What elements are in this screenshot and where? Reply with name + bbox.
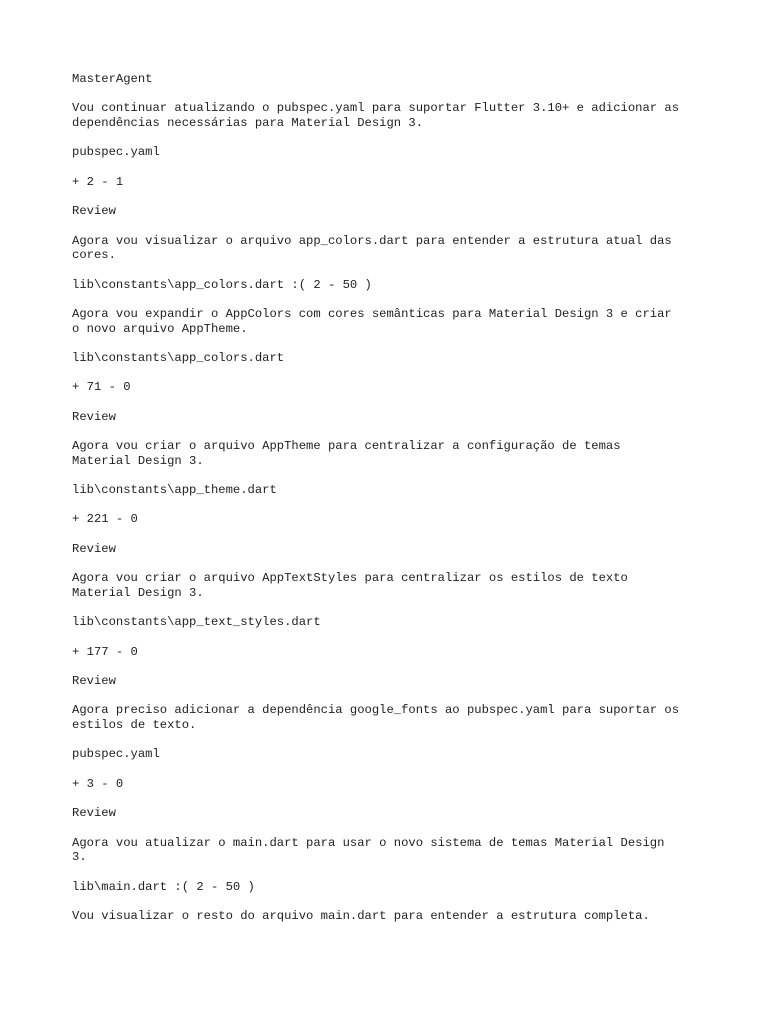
text-line: Material Design 3. [72, 453, 204, 468]
text-line: Agora preciso adicionar a dependência google_fonts ao pubspec.yaml para suportar os [72, 703, 680, 718]
text-line: Agora vou atualizar o main.dart para usar o novo sistema de temas Material Design [72, 835, 665, 850]
text-line: lib\constants\app_colors.dart [72, 350, 285, 365]
text-line: cores. [72, 248, 116, 263]
text-line: lib\constants\app_text_styles.dart [72, 615, 321, 630]
text-line: Material Design 3. [72, 585, 204, 600]
text-line: Review [72, 204, 116, 219]
text-line: + 221 - 0 [72, 512, 138, 527]
text-line: lib\constants\app_theme.dart [72, 483, 277, 498]
message-paragraph [72, 571, 702, 600]
diff-summary [72, 380, 702, 395]
file-path-label[interactable] [72, 351, 702, 366]
file-path-label[interactable] [72, 278, 702, 293]
message-paragraph [72, 307, 702, 336]
message-paragraph [72, 234, 702, 263]
message-paragraph [72, 703, 702, 732]
text-line: Review [72, 409, 116, 424]
review-link[interactable] [72, 204, 702, 219]
text-line: + 2 - 1 [72, 174, 124, 189]
review-link[interactable] [72, 806, 702, 821]
text-line: + 71 - 0 [72, 380, 131, 395]
review-link[interactable] [72, 542, 702, 557]
text-line: + 177 - 0 [72, 644, 138, 659]
text-line: Review [72, 806, 116, 821]
text-line: Agora vou expandir o AppColors com cores semânticas para Material Design 3 e criar [72, 306, 672, 321]
text-line: Agora vou visualizar o arquivo app_colors.dart para entender a estrutura atual das [72, 233, 672, 248]
text-line: estilos de texto. [72, 717, 197, 732]
text-line: + 3 - 0 [72, 776, 124, 791]
review-link[interactable] [72, 410, 702, 425]
diff-summary [72, 175, 702, 190]
text-line: Review [72, 541, 116, 556]
diff-summary [72, 645, 702, 660]
diff-summary [72, 512, 702, 527]
text-line: Agora vou criar o arquivo AppTextStyles para centralizar os estilos de texto [72, 571, 628, 586]
text-line: Vou visualizar o resto do arquivo main.dart para entender a estrutura completa. [72, 908, 650, 923]
file-path-label[interactable] [72, 747, 702, 762]
file-path-label[interactable] [72, 145, 702, 160]
message-paragraph [72, 439, 702, 468]
text-line: Review [72, 674, 116, 688]
review-link[interactable] [72, 674, 702, 689]
file-path-label[interactable] [72, 483, 702, 498]
text-line: pubspec.yaml [72, 747, 160, 762]
text-line: lib\constants\app_colors.dart :( 2 - 50 ) [72, 277, 372, 292]
agent-name-heading [72, 72, 702, 87]
message-paragraph [72, 909, 702, 924]
message-paragraph [72, 836, 702, 865]
file-path-label[interactable] [72, 615, 702, 630]
text-line: 3. [72, 850, 87, 865]
text-line: o novo arquivo AppTheme. [72, 321, 248, 336]
text-line: MasterAgent [72, 72, 153, 86]
text-line: pubspec.yaml [72, 145, 160, 160]
diff-summary [72, 777, 702, 792]
text-line: Agora vou criar o arquivo AppTheme para centralizar a configuração de temas [72, 439, 621, 454]
text-line: Vou continuar atualizando o pubspec.yaml para suportar Flutter 3.10+ e adicionar as [72, 101, 680, 116]
text-line: lib\main.dart :( 2 - 50 ) [72, 879, 255, 894]
document-page [72, 72, 702, 938]
file-path-label[interactable] [72, 880, 702, 895]
message-paragraph [72, 101, 702, 130]
text-line: dependências necessárias para Material Design 3. [72, 115, 424, 130]
